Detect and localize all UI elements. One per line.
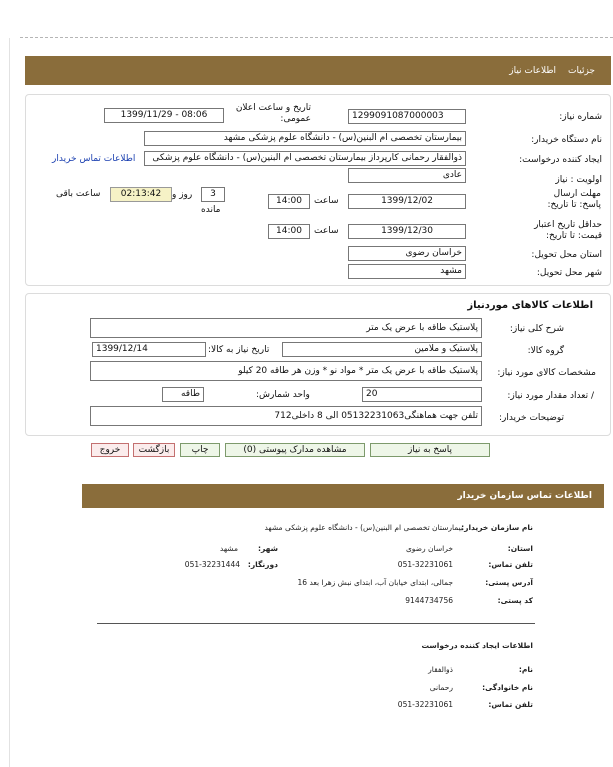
priority-field: عادی (348, 168, 466, 183)
creator-phone-value: 051-32231061 (397, 700, 453, 709)
contact-divider (97, 623, 535, 624)
days-label: روز و (172, 190, 193, 200)
group-field: پلاستیک و ملامین (282, 342, 482, 357)
attachments-button[interactable]: مشاهده مدارک پیوستی (0) (225, 443, 365, 457)
summary-label: شرح کلی نیاز: (509, 324, 564, 334)
org-label: نام سازمان خریدار: (461, 523, 533, 532)
deadline-time-field: 14:00 (268, 194, 310, 209)
org-value: بیمارستان تخصصی ام البنین(س) - دانشگاه علوم پزشکی مشهد (264, 523, 463, 532)
tab-details[interactable]: جزئیات (568, 65, 595, 76)
need-number-label: شماره نیاز: (559, 112, 602, 122)
fax-label: دورنگار: (247, 560, 278, 569)
fax-value: 051-32231444 (184, 560, 240, 569)
countdown-timer: 02:13:42 (110, 187, 172, 202)
announce-label: تاریخ و ساعت اعلان عمومی: (235, 103, 311, 124)
province-value: خراسان رضوی (405, 544, 453, 553)
delivery-city-field: مشهد (348, 264, 466, 279)
summary-field: پلاستیک طاقه با عرض یک متر (90, 318, 482, 338)
postal-label: کد پستی: (497, 596, 533, 605)
delivery-city-label: شهر محل تحویل: (536, 268, 602, 278)
validity-label: حداقل تاریخ اعتبار قیمت: تا تاریخ: (534, 220, 602, 241)
province-label: استان: (507, 544, 533, 553)
tab-need-info[interactable]: اطلاعات نیاز (509, 65, 557, 76)
creator-family-value: رحمانی (429, 683, 453, 692)
creator-info-title: اطلاعات ایجاد کننده درخواست (421, 641, 533, 650)
need-date-field: 1399/12/14 (92, 342, 206, 357)
spec-label: مشخصات کالای مورد نیاز: (497, 368, 596, 378)
qty-field: 20 (362, 387, 482, 402)
announce-field: 1399/11/29 - 08:06 (104, 108, 224, 123)
phone-label: تلفن تماس: (488, 560, 533, 569)
need-date-label: تاریخ نیاز به کالا: (208, 345, 270, 355)
left-divider (9, 38, 10, 767)
creator-family-label: نام خانوادگی: (482, 683, 533, 692)
buyer-contact-link[interactable]: اطلاعات تماس خریدار (52, 154, 136, 164)
print-button[interactable]: چاپ (180, 443, 220, 457)
deadline-time-label: ساعت (314, 196, 339, 206)
exit-button[interactable]: خروج (91, 443, 129, 457)
desc-label: توضیحات خریدار: (498, 413, 564, 423)
creator-field: ذوالفقار رحمانی کارپرداز بیمارستان تخصصی ام البنین(س) - دانشگاه علوم پزشکی (144, 151, 466, 166)
desc-field: تلفن جهت هماهنگی05132231063 الی 8 داخلی712 (90, 406, 482, 426)
city-value: مشهد (219, 544, 238, 553)
validity-time-label: ساعت (314, 226, 339, 236)
buyer-label: نام دستگاه خریدار: (531, 135, 602, 145)
creator-name-label: نام: (518, 665, 533, 674)
header-bar (25, 56, 611, 85)
back-button[interactable]: بازگشت (133, 443, 175, 457)
validity-date-field: 1399/12/30 (348, 224, 466, 239)
remaining-label-1: ساعت باقی (56, 189, 101, 199)
address-label: آدرس پستی: (485, 578, 533, 587)
group-label: گروه کالا: (527, 346, 564, 356)
qty-label: / تعداد مقدار مورد نیاز: (507, 391, 594, 401)
deadline-date-field: 1399/12/02 (348, 194, 466, 209)
validity-time-field: 14:00 (268, 224, 310, 239)
creator-phone-label: تلفن تماس: (488, 700, 533, 709)
top-divider (20, 37, 613, 38)
buyer-field: بیمارستان تخصصی ام البنین(س) - دانشگاه علوم پزشکی مشهد (144, 131, 466, 146)
remaining-label-2: مانده (201, 205, 221, 215)
postal-value: 9144734756 (405, 596, 453, 605)
need-number-field: 1299091087000003 (348, 109, 466, 124)
spec-field: پلاستیک طاقه با عرض یک متر * مواد نو * وزن هر طاقه 20 کیلو (90, 361, 482, 381)
days-remaining-field: 3 (201, 187, 225, 202)
unit-field: طاقه (162, 387, 204, 402)
city-label: شهر: (258, 544, 278, 553)
delivery-province-field: خراسان رضوی (348, 246, 466, 261)
deadline-label: مهلت ارسال پاسخ: تا تاریخ: (547, 189, 601, 210)
reply-button[interactable]: پاسخ به نیاز (370, 443, 490, 457)
unit-label: واحد شمارش: (256, 390, 310, 400)
creator-name-value: ذوالفقار (428, 665, 453, 674)
phone-value: 051-32231061 (397, 560, 453, 569)
goods-title: اطلاعات کالاهای موردنیاز (467, 300, 593, 311)
creator-label: ایجاد کننده درخواست: (519, 155, 602, 165)
priority-label: اولویت : نیاز (555, 175, 602, 185)
address-value: جمالی، ابتدای خیابان آب، ابتدای نبش زهرا بعد 16 (297, 578, 453, 587)
contact-title: اطلاعات تماس سازمان خریدار (457, 491, 592, 501)
contact-header-bar (82, 484, 604, 508)
delivery-province-label: استان محل تحویل: (531, 250, 602, 260)
